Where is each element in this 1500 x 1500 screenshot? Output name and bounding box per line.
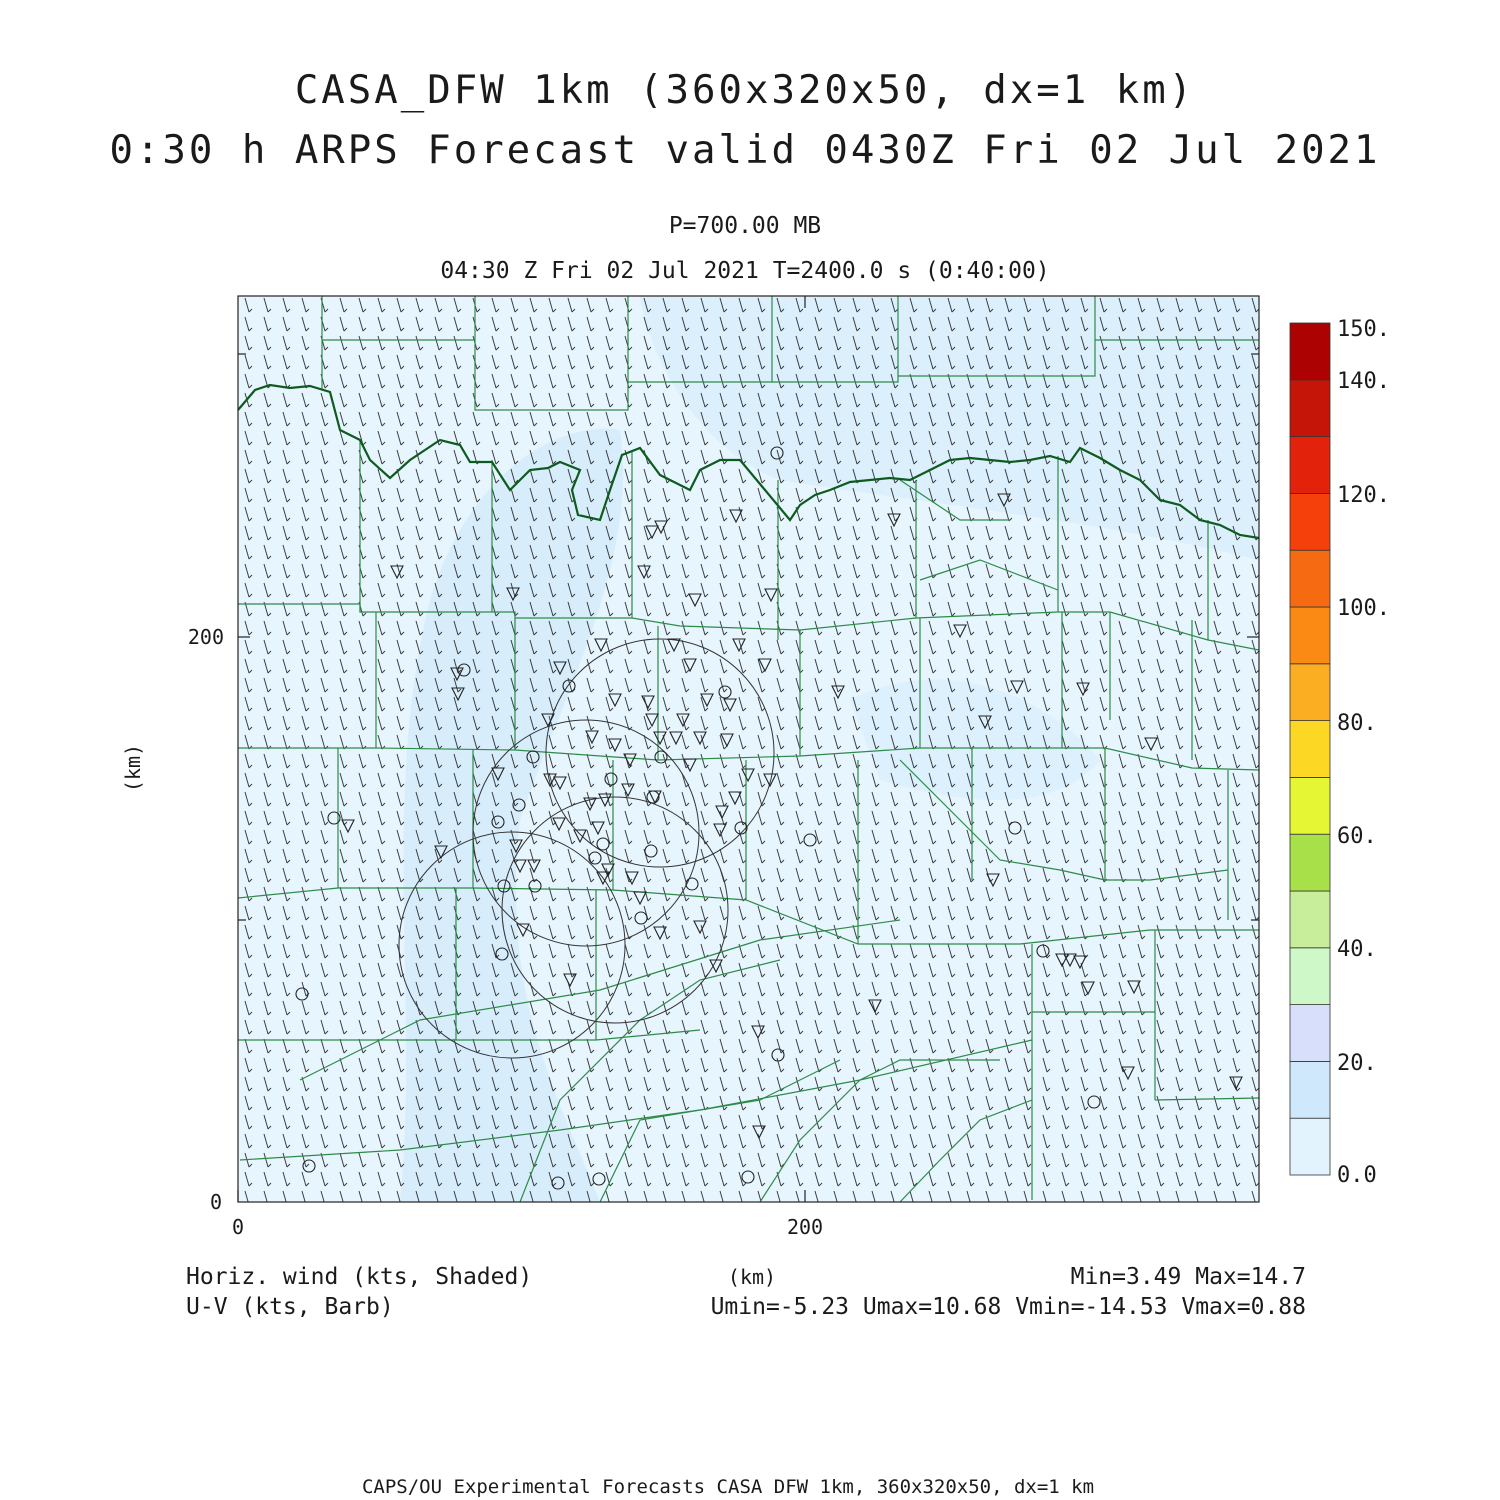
colorbar-label-100: 100. [1337,596,1390,621]
colorbar-swatch [1290,664,1330,721]
colorbar-label-60: 60. [1337,824,1377,849]
wind-barbs [238,296,1259,1202]
title-line-1: CASA_DFW 1km (360x320x50, dx=1 km) [294,68,1196,113]
footer-credit: CAPS/OU Experimental Forecasts CASA DFW 1km, 360x320x50, dx=1 km [361,1476,1095,1498]
colorbar-swatch [1290,948,1330,1005]
colorbar-label-150: 150. [1337,317,1390,342]
colorbar-label-0: 0.0 [1337,1163,1377,1188]
colorbar-swatch [1290,1118,1330,1175]
barb-field-label: U-V (kts, Barb) [186,1294,394,1320]
colorbar-swatch [1290,380,1330,437]
colorbar-swatch [1290,323,1330,380]
x-tick-0: 0 [231,1215,245,1239]
colorbar-label-20: 20. [1337,1051,1377,1076]
colorbar-swatch [1290,834,1330,891]
colorbar-swatch [1290,891,1330,948]
colorbar-label-40: 40. [1337,937,1377,962]
colorbar-label-120: 120. [1337,483,1390,508]
colorbar-swatch [1290,777,1330,834]
x-tick-200: 200 [786,1215,824,1239]
colorbar-label-80: 80. [1337,711,1377,736]
title-line-2: 0:30 h ARPS Forecast valid 0430Z Fri 02 Jul 2021 [109,128,1381,173]
colorbar-swatch [1290,550,1330,607]
colorbar-swatch [1290,437,1330,494]
colorbar [1290,323,1330,1175]
uv-stats: Umin=-5.23 Umax=10.68 Vmin=-14.53 Vmax=0.88 [710,1294,1306,1320]
colorbar-swatch [1290,1005,1330,1062]
colorbar-swatch [1290,607,1330,664]
min-max-stats: Min=3.49 Max=14.7 [1070,1264,1306,1290]
x-axis-label: (km) [727,1265,777,1289]
colorbar-swatch [1290,721,1330,778]
colorbar-labels [1337,317,1390,1188]
colorbar-swatch [1290,1061,1330,1118]
valid-time-label: 04:30 Z Fri 02 Jul 2021 T=2400.0 s (0:40:00) [440,258,1050,284]
shaded-field-label: Horiz. wind (kts, Shaded) [186,1264,533,1290]
y-tick-0: 0 [209,1190,222,1214]
colorbar-swatch [1290,493,1330,550]
colorbar-label-140: 140. [1337,369,1390,394]
y-axis-label: (km) [121,743,145,793]
y-tick-200: 200 [187,625,224,649]
pressure-level-label: P=700.00 MB [668,213,822,239]
